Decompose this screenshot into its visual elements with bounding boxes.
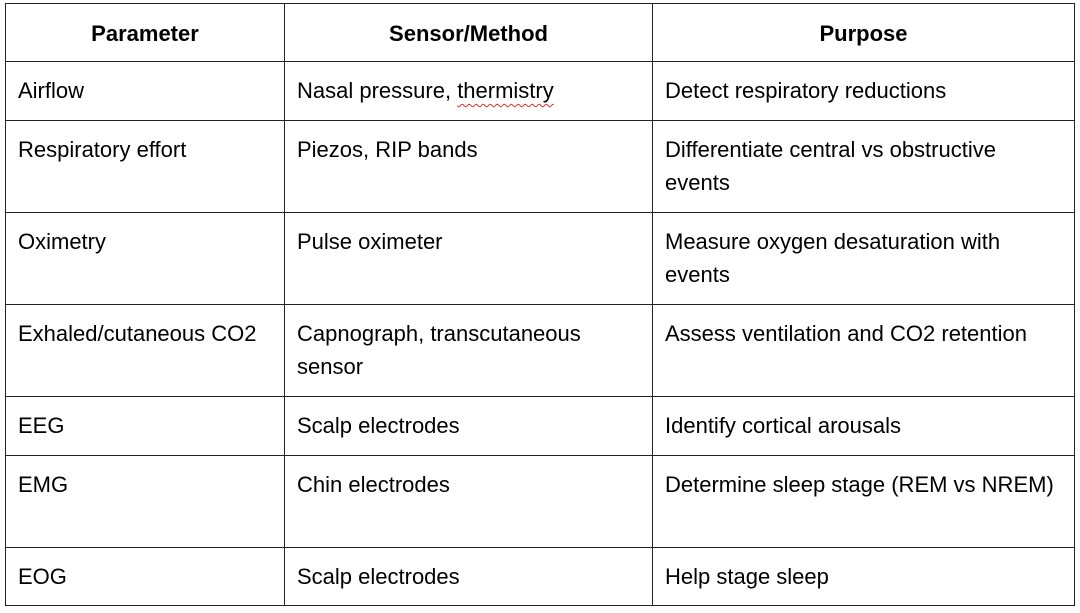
cell-purpose[interactable]: Differentiate central vs obstructive events [653,121,1075,213]
header-parameter[interactable]: Parameter [6,4,285,62]
header-sensor-method[interactable]: Sensor/Method [285,4,653,62]
cell-parameter[interactable]: Airflow [6,62,285,121]
cell-sensor[interactable]: Scalp electrodes [285,397,653,456]
cell-parameter[interactable]: Respiratory effort [6,121,285,213]
table-row [6,548,1075,606]
table-row [6,397,1075,456]
cell-sensor-text: Nasal pressure, [297,78,458,103]
cell-sensor[interactable]: Piezos, RIP bands [285,121,653,213]
cell-sensor[interactable]: Capnograph, transcutaneous sensor [285,305,653,397]
cell-purpose[interactable]: Help stage sleep [653,548,1075,606]
header-row [6,4,1075,62]
cell-sensor[interactable]: Pulse oximeter [285,213,653,305]
cell-parameter[interactable]: EOG [6,548,285,606]
table-row [6,213,1075,305]
cell-purpose[interactable]: Detect respiratory reductions [653,62,1075,121]
cell-purpose[interactable]: Identify cortical arousals [653,397,1075,456]
table-row [6,305,1075,397]
cell-sensor[interactable] [285,62,653,121]
cell-sensor[interactable]: Scalp electrodes [285,548,653,606]
table-row [6,456,1075,548]
cell-purpose[interactable]: Determine sleep stage (REM vs NREM) [653,456,1075,548]
cell-parameter[interactable]: Exhaled/cutaneous CO2 [6,305,285,397]
cell-parameter[interactable]: EMG [6,456,285,548]
table-row [6,62,1075,121]
cell-parameter[interactable]: Oximetry [6,213,285,305]
table-row [6,121,1075,213]
misspelled-word: thermistry [457,78,554,103]
header-purpose[interactable]: Purpose [653,4,1075,62]
cell-purpose[interactable]: Assess ventilation and CO2 retention [653,305,1075,397]
cell-sensor[interactable]: Chin electrodes [285,456,653,548]
cell-purpose[interactable]: Measure oxygen desaturation with events [653,213,1075,305]
sensor-table [5,3,1075,606]
cell-parameter[interactable]: EEG [6,397,285,456]
